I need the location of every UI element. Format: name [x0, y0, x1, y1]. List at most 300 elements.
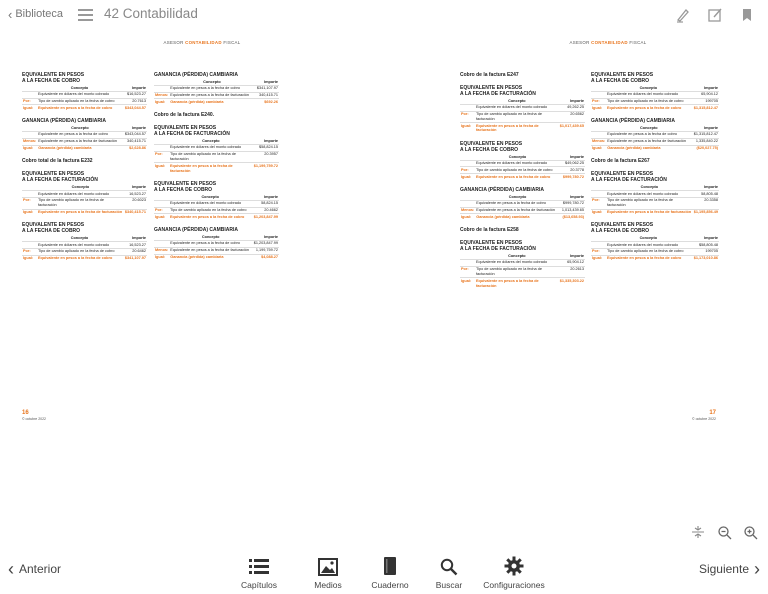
- section-subtitle: Cobro de la factura E240.: [154, 112, 215, 119]
- calc-table: [22, 236, 147, 261]
- row-concept: Equivalente en pesos a la fecha de facturación: [37, 138, 122, 145]
- calc-block: [22, 222, 147, 261]
- row-amount: $1,315,812.47: [691, 131, 719, 138]
- notebook-icon: [382, 554, 398, 576]
- table-row: [22, 255, 147, 261]
- table-row: [460, 200, 585, 207]
- row-operator: Por:: [460, 266, 475, 278]
- row-operator: [154, 200, 169, 207]
- table-row: [460, 174, 585, 180]
- table-row: [154, 99, 279, 105]
- row-concept: Equivalente en pesos a la fecha de facturación: [169, 163, 253, 174]
- row-amount: $1,195,856.49: [693, 210, 718, 215]
- row-concept: Equivalente en pesos a la fecha de cobro: [606, 105, 691, 111]
- col-header-importe: Importe: [570, 99, 584, 103]
- table-row: [591, 197, 719, 209]
- row-amount: 20.6562: [559, 111, 585, 123]
- next-page-button[interactable]: [698, 559, 760, 579]
- tool-configuraciones[interactable]: [478, 554, 550, 590]
- col-header-importe: Importe: [264, 194, 278, 199]
- row-amount: 49,262.25: [559, 104, 585, 111]
- calc-table: [460, 195, 585, 220]
- row-amount: 65,904.12: [559, 259, 585, 266]
- left-column-2: [154, 72, 279, 267]
- highlighter-icon[interactable]: [674, 6, 692, 24]
- table-row: [460, 259, 585, 266]
- row-concept: Tipo de cambio aplicado en la fecha de facturación: [169, 151, 253, 163]
- col-header-concepto: Concepto: [70, 86, 89, 90]
- row-concept: Equivalente en dólares del monto cobrado: [37, 191, 124, 198]
- table-row: [22, 248, 147, 255]
- tool-capitulos[interactable]: [238, 554, 280, 590]
- calc-block: [591, 222, 719, 261]
- calc-block: [460, 141, 585, 180]
- table-row: [460, 214, 585, 220]
- row-amount: ($20,027.75): [691, 145, 719, 151]
- row-amount: $4,088.27: [252, 254, 279, 260]
- row-concept: Ganancia (pérdida) cambiaria: [169, 99, 254, 105]
- row-amount: $16,523.27: [122, 91, 147, 98]
- calc-block: [154, 181, 279, 220]
- col-header-importe: Importe: [570, 154, 584, 159]
- col-header-concepto: Concepto: [70, 236, 89, 241]
- row-amount: 20.2613: [559, 266, 585, 278]
- row-concept: Tipo de cambio aplicado en la fecha de facturación: [37, 197, 124, 209]
- row-operator: [460, 160, 475, 167]
- row-concept: Equivalente en pesos a la fecha de cobro: [475, 200, 559, 207]
- row-amount: $340,415.71: [124, 210, 146, 215]
- row-amount: $1,203,847.99: [251, 214, 279, 220]
- calc-block: [460, 240, 585, 289]
- col-header-concepto: Concepto: [639, 86, 658, 90]
- table-row: [591, 242, 719, 249]
- row-operator: Menos:: [155, 93, 169, 98]
- row-amount: ($13,658.93): [560, 214, 585, 220]
- page-header: ASESOR CONTABILIDAD FISCAL: [163, 40, 241, 45]
- row-amount: 58,824.15: [251, 200, 279, 207]
- row-concept: Equivalente en dólares del monto cobrado: [169, 144, 253, 151]
- calc-block: [154, 227, 279, 260]
- table-row: [22, 209, 147, 215]
- row-amount: $58,805.48: [691, 242, 719, 249]
- col-header-concepto: Concepto: [640, 185, 659, 190]
- col-header-concepto: Concepto: [71, 185, 90, 190]
- calc-block-title: EQUIVALENTE EN PESOS A LA FECHA DE COBRO: [22, 72, 85, 84]
- col-header-importe: Importe: [704, 86, 718, 90]
- tool-label: Configuraciones: [483, 580, 545, 590]
- row-operator: [154, 240, 169, 247]
- row-operator: Por:: [591, 197, 606, 209]
- col-header-importe: Importe: [132, 126, 146, 131]
- right-column-2: [591, 72, 719, 269]
- calc-block-title: EQUIVALENTE EN PESOS A LA FECHA DE FACTURACIÓN: [460, 85, 536, 97]
- row-amount: $341,107.97: [255, 85, 279, 92]
- row-operator: [460, 104, 475, 111]
- row-concept: Equivalente en pesos a la fecha de facturación: [475, 123, 559, 134]
- table-row: [22, 98, 147, 105]
- calc-block: [22, 171, 147, 215]
- calc-block: [460, 85, 585, 134]
- row-amount: 65,904.12: [691, 91, 719, 98]
- col-header-importe: Importe: [132, 185, 146, 190]
- row-operator: Igual:: [591, 255, 606, 261]
- row-concept: Equivalente en dólares del monto cobrado: [475, 104, 559, 111]
- section-subtitle: Cobro total de la factura E232: [22, 158, 93, 165]
- table-row: [591, 191, 719, 198]
- row-amount: 1,013,439.65: [560, 207, 585, 214]
- right-column-1: [460, 72, 585, 296]
- row-operator: [154, 144, 169, 151]
- row-operator: Por:: [154, 151, 169, 163]
- row-operator: Menos:: [592, 139, 606, 144]
- zoom-in-icon[interactable]: [742, 524, 758, 540]
- calc-table: [460, 155, 585, 180]
- row-operator: Por:: [591, 248, 606, 255]
- col-header-concepto: Concepto: [201, 194, 219, 199]
- table-row: [22, 91, 147, 98]
- row-concept: Equivalente en pesos a la fecha de cobro: [169, 240, 252, 247]
- row-operator: Igual:: [460, 214, 475, 220]
- row-operator: Menos:: [155, 248, 169, 253]
- top-bar: [0, 0, 768, 30]
- row-concept: Equivalente en dólares del monto cobrado: [169, 200, 251, 207]
- row-amount: $1,315,812.47: [691, 105, 719, 111]
- calc-table: [591, 86, 719, 111]
- table-row: [22, 197, 147, 209]
- menu-icon[interactable]: [78, 9, 93, 21]
- calc-table: [154, 80, 279, 105]
- row-operator: Igual:: [460, 123, 475, 134]
- row-operator: [460, 259, 475, 266]
- col-header-concepto: Concepto: [202, 139, 220, 144]
- tool-buscar[interactable]: [424, 554, 474, 590]
- calc-block-title: EQUIVALENTE EN PESOS A LA FECHA DE FACTURACIÓN: [460, 240, 536, 253]
- calc-table: [22, 185, 147, 215]
- col-header-concepto: Concepto: [508, 254, 526, 259]
- row-amount: $1,203,847.99: [253, 241, 278, 246]
- page-header: ASESOR CONTABILIDAD FISCAL: [569, 40, 647, 45]
- table-row: [154, 207, 279, 214]
- row-operator: [591, 131, 606, 138]
- row-amount: 16,523.27: [124, 191, 147, 198]
- calc-table: [154, 235, 279, 260]
- row-amount: 199705: [691, 248, 719, 255]
- col-header-concepto: Concepto: [201, 235, 220, 240]
- col-header-importe: Importe: [570, 194, 584, 199]
- previous-label: Anterior: [19, 562, 62, 576]
- table-row: [22, 242, 147, 249]
- calc-block: [154, 72, 279, 105]
- row-operator: Por:: [460, 111, 475, 123]
- row-operator: Por:: [22, 248, 37, 255]
- col-header-importe: Importe: [570, 254, 584, 259]
- table-row: [154, 254, 279, 260]
- row-operator: [591, 91, 606, 98]
- col-header-importe: Importe: [132, 86, 146, 90]
- calc-block-title: EQUIVALENTE EN PESOS A LA FECHA DE FACTURACIÓN: [154, 125, 230, 138]
- chevron-right-icon: ›: [754, 559, 760, 579]
- calc-block: [22, 118, 147, 151]
- row-concept: Ganancia (pérdida) cambiaria: [37, 145, 122, 151]
- col-header-concepto: Concepto: [508, 194, 527, 199]
- row-operator: Igual:: [154, 254, 169, 260]
- row-amount: 20.4662: [251, 207, 279, 214]
- row-operator: Igual:: [22, 105, 37, 111]
- calc-block-title: EQUIVALENTE EN PESOS A LA FECHA DE COBRO: [154, 180, 217, 193]
- table-row: [591, 98, 719, 105]
- table-row: [460, 207, 585, 214]
- col-header-importe: Importe: [264, 235, 278, 240]
- row-amount: $49,062.25: [560, 160, 585, 167]
- page-number: 16: [22, 410, 29, 416]
- back-label: Biblioteca: [15, 8, 64, 20]
- row-concept: Equivalente en pesos a la fecha de cobro: [606, 131, 691, 138]
- row-concept: Equivalente en pesos a la fecha de cobro: [169, 214, 251, 220]
- calc-block-title: GANANCIA (PÉRDIDA) CAMBIARIA: [22, 118, 106, 125]
- page-date: © octubre 2022: [692, 417, 716, 421]
- calc-block-title: EQUIVALENTE EN PESOS A LA FECHA DE FACTURACIÓN: [591, 171, 667, 184]
- previous-page-button[interactable]: [8, 559, 62, 579]
- table-row: [591, 145, 719, 151]
- page-date: © octubre 2022: [22, 417, 46, 421]
- table-row: [154, 240, 279, 247]
- row-operator: Por:: [591, 98, 606, 105]
- col-header-concepto: Concepto: [203, 80, 221, 84]
- table-row: [460, 111, 585, 123]
- col-header-concepto: Concepto: [639, 236, 658, 241]
- row-operator: [22, 191, 37, 198]
- row-operator: Igual:: [460, 174, 475, 180]
- table-row: [460, 278, 585, 289]
- row-concept: Tipo de cambio aplicado en la fecha de cobro: [606, 98, 691, 105]
- tool-cuaderno[interactable]: [360, 554, 420, 590]
- table-row: [591, 138, 719, 145]
- row-concept: Tipo de cambio aplicado en la fecha de cobro: [169, 207, 251, 214]
- row-operator: Menos:: [461, 208, 475, 213]
- row-operator: [22, 242, 37, 249]
- table-row: [154, 85, 279, 92]
- col-header-importe: Importe: [264, 139, 278, 144]
- row-concept: Equivalente en pesos a la fecha de cobro: [606, 255, 691, 261]
- row-concept: Equivalente en pesos a la fecha de cobro: [169, 85, 254, 92]
- row-concept: Tipo de cambio aplicado en la fecha de cobro: [37, 248, 122, 255]
- row-amount: $343,044.57: [122, 105, 147, 111]
- row-operator: Igual:: [591, 145, 606, 151]
- chevron-left-icon: ‹: [8, 6, 13, 22]
- adjust-icon[interactable]: [690, 524, 706, 540]
- row-amount: 20.3358: [693, 197, 719, 209]
- row-operator: Igual:: [22, 145, 37, 151]
- tool-label: Capítulos: [241, 580, 277, 590]
- table-row: [154, 163, 279, 174]
- table-row: [22, 191, 147, 198]
- row-amount: 20.6023: [124, 197, 147, 209]
- tool-label: Buscar: [435, 580, 463, 590]
- table-row: [460, 266, 585, 278]
- row-amount: $692.26: [255, 99, 279, 105]
- row-operator: Por:: [22, 197, 37, 209]
- calc-block: [591, 171, 719, 215]
- table-row: [460, 167, 585, 174]
- row-amount: 20.7613: [122, 98, 147, 105]
- table-row: [460, 104, 585, 111]
- tool-label: Medios: [314, 580, 342, 590]
- table-row: [154, 151, 279, 163]
- table-row: [22, 138, 147, 145]
- row-concept: Equivalente en pesos a la fecha de facturación: [169, 247, 252, 254]
- row-concept: Equivalente en pesos a la fecha de facturación: [607, 210, 692, 215]
- row-amount: $58,824.15: [253, 144, 279, 151]
- row-concept: Equivalente en dólares del monto cobrado: [475, 160, 560, 167]
- row-concept: Ganancia (pérdida) cambiaria: [606, 145, 691, 151]
- row-amount: 1,199,759.72: [252, 247, 279, 254]
- row-amount: $1,017,439.65: [559, 123, 585, 134]
- row-operator: Igual:: [154, 163, 169, 174]
- top-actions: [674, 6, 756, 24]
- calc-block-title: EQUIVALENTE EN PESOS A LA FECHA DE COBRO: [591, 222, 654, 235]
- document-title: 42 Contabilidad: [104, 6, 198, 21]
- bookmark-icon[interactable]: [738, 6, 756, 24]
- zoom-controls: [690, 524, 758, 540]
- table-row: [22, 105, 147, 111]
- col-header-concepto: Concepto: [640, 126, 658, 131]
- row-operator: Igual:: [22, 209, 37, 215]
- calc-table: [22, 126, 147, 151]
- row-concept: Equivalente en pesos a la fecha de facturación: [475, 207, 559, 214]
- row-amount: 16,523.27: [122, 242, 147, 249]
- calc-table: [591, 185, 719, 215]
- row-concept: Equivalente en dólares del monto cobrado: [37, 91, 122, 98]
- table-row: [591, 209, 719, 215]
- row-amount: $2,628.86: [123, 145, 147, 151]
- row-operator: Igual:: [154, 99, 169, 105]
- row-amount: $341,107.97: [122, 255, 147, 261]
- row-amount: 58,805.48: [693, 191, 719, 198]
- row-amount: $1,199,759.72: [253, 163, 279, 174]
- image-icon: [318, 554, 338, 576]
- row-concept: Equivalente en pesos a la fecha de cobro: [37, 131, 122, 138]
- row-concept: Ganancia (pérdida) cambiaria: [475, 214, 559, 220]
- col-header-importe: Importe: [132, 236, 146, 241]
- table-row: [154, 247, 279, 254]
- section-subtitle: Cobro de la factura E267: [591, 158, 650, 165]
- section-subtitle: Cobro de la factura E258: [460, 227, 519, 234]
- page-left: [22, 40, 382, 430]
- gear-icon: [504, 554, 524, 576]
- row-amount: $343,044.57: [123, 131, 147, 138]
- next-label: Siguiente: [698, 562, 749, 576]
- col-header-concepto: Concepto: [508, 99, 526, 103]
- calc-block-title: GANANCIA (PÉRDIDA) CAMBIARIA: [591, 118, 675, 125]
- row-concept: Tipo de cambio aplicado en la fecha de cobro: [606, 248, 691, 255]
- table-row: [22, 145, 147, 151]
- table-row: [591, 91, 719, 98]
- calc-block: [591, 118, 719, 151]
- page-right: [458, 40, 758, 430]
- left-column-1: [22, 72, 147, 269]
- row-concept: Equivalente en pesos a la fecha de facturación: [606, 138, 691, 145]
- row-concept: Equivalente en dólares del monto cobrado: [475, 259, 559, 266]
- row-operator: Igual:: [22, 255, 37, 261]
- row-operator: [154, 85, 169, 92]
- zoom-out-icon[interactable]: [716, 524, 732, 540]
- table-row: [154, 200, 279, 207]
- row-concept: Equivalente en pesos a la fecha de cobro: [37, 255, 122, 261]
- row-concept: Equivalente en dólares del monto cobrado: [606, 242, 691, 249]
- tool-label: Cuaderno: [371, 580, 409, 590]
- calc-table: [22, 86, 147, 111]
- calc-block: [460, 187, 585, 220]
- row-concept: Equivalente en dólares del monto cobrado: [606, 191, 693, 198]
- chevron-left-icon: ‹: [8, 559, 14, 579]
- table-row: [591, 131, 719, 138]
- row-operator: Por:: [154, 207, 169, 214]
- calc-table: [154, 139, 279, 174]
- tool-medios[interactable]: [298, 554, 358, 590]
- row-amount: $1,173,010.86: [691, 255, 719, 261]
- calc-block-title: EQUIVALENTE EN PESOS A LA FECHA DE COBRO: [22, 222, 85, 235]
- table-row: [591, 255, 719, 261]
- calc-block-title: GANANCIA (PÉRDIDA) CAMBIARIA: [154, 72, 238, 78]
- row-operator: Igual:: [154, 214, 169, 220]
- search-icon: [440, 554, 458, 576]
- row-amount: $999,780.72: [560, 200, 585, 207]
- calc-table: [154, 195, 279, 220]
- row-concept: Equivalente en dólares del monto cobrado: [37, 242, 122, 249]
- section-subtitle: Cobro de la factura E247: [460, 72, 519, 78]
- table-row: [591, 105, 719, 111]
- calc-block-title: GANANCIA (PÉRDIDA) CAMBIARIA: [460, 186, 544, 193]
- row-amount: 1,335,840.22: [691, 138, 719, 145]
- calc-table: [591, 236, 719, 261]
- back-to-library-link[interactable]: [8, 8, 63, 20]
- table-row: [460, 160, 585, 167]
- row-concept: Equivalente en pesos a la fecha de facturación: [475, 278, 559, 289]
- row-concept: Tipo de cambio aplicado en la fecha de facturación: [475, 266, 559, 278]
- table-row: [22, 131, 147, 138]
- toolbar: [238, 554, 550, 590]
- calc-block-title: GANANCIA (PÉRDIDA) CAMBIARIA: [154, 227, 238, 234]
- col-header-importe: Importe: [704, 185, 718, 190]
- edit-note-icon[interactable]: [706, 6, 724, 24]
- calc-block-title: EQUIVALENTE EN PESOS A LA FECHA DE FACTURACIÓN: [22, 171, 98, 184]
- row-operator: [591, 242, 606, 249]
- list-icon: [249, 554, 269, 576]
- row-amount: 20.3957: [253, 151, 279, 163]
- calc-table: [591, 126, 719, 151]
- row-concept: Equivalente en dólares del monto cobrado: [606, 91, 691, 98]
- row-operator: Por:: [460, 167, 475, 174]
- row-concept: Equivalente en pesos a la fecha de cobro: [37, 105, 122, 111]
- calc-block-title: EQUIVALENTE EN PESOS A LA FECHA DE COBRO: [460, 140, 523, 153]
- row-amount: 340,415.71: [123, 138, 147, 145]
- col-header-concepto: Concepto: [508, 154, 527, 159]
- calc-block: [591, 72, 719, 111]
- calc-block: [154, 125, 279, 174]
- row-operator: Menos:: [23, 139, 37, 144]
- table-row: [154, 144, 279, 151]
- row-concept: Tipo de cambio aplicado en la fecha de facturación: [475, 111, 559, 123]
- row-operator: [22, 91, 37, 98]
- row-concept: Tipo de cambio aplicado en la fecha de cobro: [475, 167, 560, 174]
- table-row: [591, 248, 719, 255]
- row-concept: Equivalente en pesos a la fecha de facturación: [38, 210, 123, 215]
- row-operator: Igual:: [591, 209, 606, 215]
- row-operator: Igual:: [591, 105, 606, 111]
- row-concept: Tipo de cambio aplicado en la fecha de facturación: [606, 197, 693, 209]
- row-operator: [591, 191, 606, 198]
- row-concept: Equivalente en pesos a la fecha de facturación: [169, 92, 254, 99]
